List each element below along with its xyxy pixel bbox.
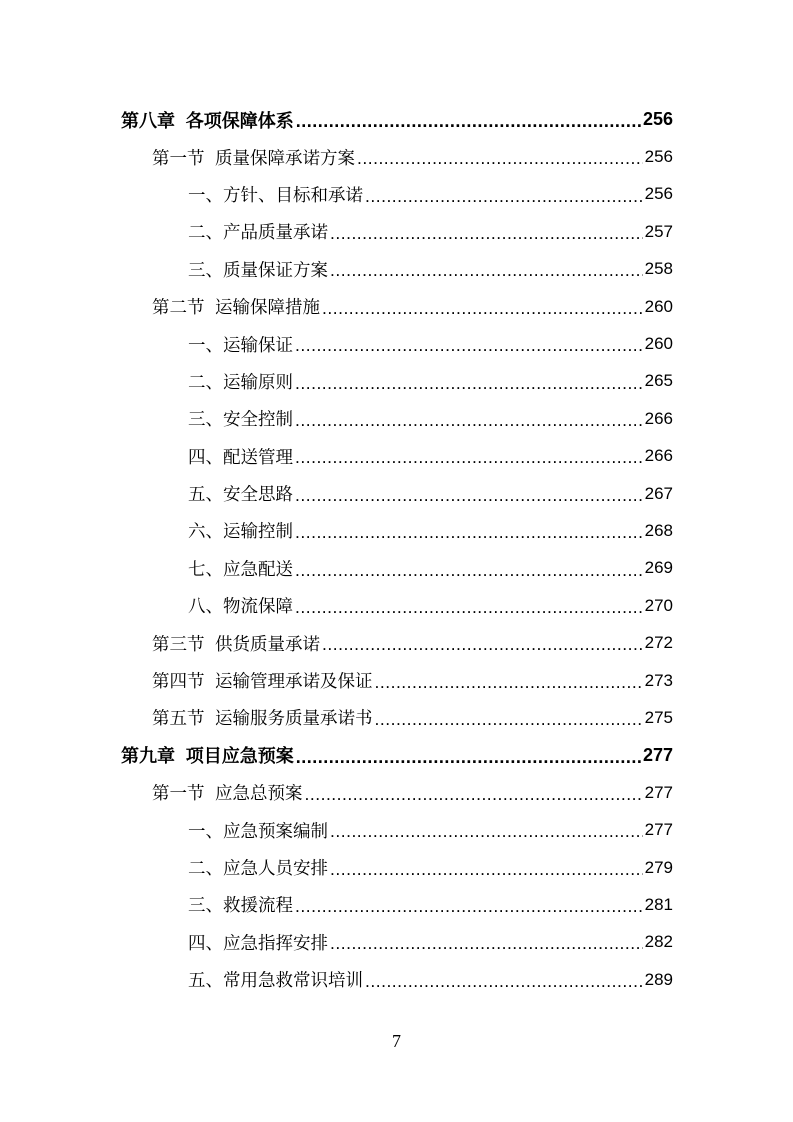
toc-entry-subsection[interactable] bbox=[0, 924, 793, 961]
toc-entry-label bbox=[188, 481, 293, 506]
toc-entry-title: 应急指挥安排 bbox=[223, 933, 328, 954]
toc-entry-prefix: 第二节 bbox=[152, 298, 205, 319]
toc-entry-title: 应急配送 bbox=[223, 559, 293, 580]
toc-entry-subsection[interactable] bbox=[0, 363, 793, 400]
toc-entry-title: 运输服务质量承诺书 bbox=[215, 709, 373, 730]
toc-entry-prefix: 第一节 bbox=[152, 784, 205, 805]
toc-entry-page: 256 bbox=[642, 109, 673, 130]
toc-leader-dots bbox=[365, 973, 643, 999]
toc-entry-label bbox=[188, 406, 293, 431]
toc-leader-dots bbox=[295, 487, 643, 513]
toc-entry-page: 289 bbox=[644, 969, 673, 989]
toc-entry-page: 258 bbox=[644, 259, 673, 279]
toc-entry-subsection[interactable] bbox=[0, 438, 793, 475]
toc-entry-title: 运输控制 bbox=[223, 522, 293, 543]
toc-entry-title: 运输保证 bbox=[223, 335, 293, 356]
toc-entry-label bbox=[152, 631, 320, 656]
toc-entry-chapter-8[interactable] bbox=[0, 101, 793, 138]
toc-entry-label bbox=[188, 332, 293, 357]
toc-entry-label bbox=[188, 930, 328, 955]
table-of-contents bbox=[0, 101, 793, 998]
toc-entry-subsection[interactable] bbox=[0, 325, 793, 362]
toc-entry-prefix: 第三节 bbox=[152, 634, 205, 655]
toc-entry-title: 运输原则 bbox=[223, 372, 293, 393]
toc-leader-dots bbox=[330, 861, 643, 887]
toc-leader-dots bbox=[295, 599, 643, 625]
toc-entry-label bbox=[188, 892, 293, 917]
toc-leader-dots bbox=[296, 112, 641, 138]
toc-entry-title: 安全控制 bbox=[223, 410, 293, 431]
toc-entry-section[interactable] bbox=[0, 662, 793, 699]
toc-entry-page: 257 bbox=[644, 221, 673, 241]
toc-entry-label bbox=[152, 780, 303, 805]
toc-entry-label bbox=[152, 294, 320, 319]
toc-entry-title: 质量保证方案 bbox=[223, 260, 328, 281]
toc-entry-label bbox=[188, 257, 328, 282]
toc-entry-label bbox=[188, 182, 363, 207]
toc-entry-title: 方针、目标和承诺 bbox=[223, 185, 363, 206]
toc-entry-title: 产品质量承诺 bbox=[223, 223, 328, 244]
toc-entry-label bbox=[152, 668, 373, 693]
toc-entry-title: 质量保障承诺方案 bbox=[215, 148, 355, 169]
toc-leader-dots bbox=[295, 524, 643, 550]
toc-leader-dots bbox=[330, 262, 643, 288]
toc-entry-prefix: 二、 bbox=[188, 372, 223, 393]
toc-entry-page: 277 bbox=[644, 782, 673, 802]
toc-entry-label bbox=[152, 705, 373, 730]
toc-entry-page: 260 bbox=[644, 296, 673, 316]
toc-entry-prefix: 二、 bbox=[188, 859, 223, 879]
toc-leader-dots bbox=[322, 300, 643, 326]
toc-entry-subsection[interactable] bbox=[0, 961, 793, 998]
toc-entry-label bbox=[121, 107, 294, 133]
toc-leader-dots bbox=[330, 935, 643, 961]
toc-entry-prefix: 七、 bbox=[188, 559, 223, 580]
toc-entry-page: 266 bbox=[644, 408, 673, 428]
toc-entry-page: 281 bbox=[644, 894, 673, 914]
toc-entry-page: 260 bbox=[644, 334, 673, 354]
toc-entry-subsection[interactable] bbox=[0, 251, 793, 288]
toc-entry-page: 269 bbox=[644, 558, 673, 578]
toc-entry-prefix: 一、 bbox=[188, 335, 223, 356]
toc-entry-title: 运输管理承诺及保证 bbox=[215, 672, 373, 693]
toc-entry-prefix: 五、 bbox=[188, 485, 223, 506]
toc-leader-dots bbox=[375, 711, 643, 737]
toc-leader-dots bbox=[375, 674, 643, 700]
toc-entry-subsection[interactable] bbox=[0, 550, 793, 587]
toc-entry-prefix: 第一节 bbox=[152, 148, 205, 169]
toc-entry-subsection[interactable] bbox=[0, 811, 793, 848]
toc-entry-title: 安全思路 bbox=[223, 485, 293, 506]
toc-entry-title: 配送管理 bbox=[223, 447, 293, 468]
toc-entry-label bbox=[188, 967, 363, 992]
toc-entry-page: 277 bbox=[642, 744, 673, 765]
toc-entry-page: 256 bbox=[644, 147, 673, 167]
toc-leader-dots bbox=[295, 337, 643, 363]
toc-entry-prefix: 四、 bbox=[188, 447, 223, 468]
toc-leader-dots bbox=[322, 636, 643, 662]
toc-entry-subsection[interactable] bbox=[0, 400, 793, 437]
toc-leader-dots bbox=[295, 449, 643, 475]
toc-entry-page: 270 bbox=[644, 595, 673, 615]
toc-entry-prefix: 三、 bbox=[188, 896, 223, 917]
toc-leader-dots bbox=[295, 375, 643, 401]
toc-entry-page: 282 bbox=[644, 932, 673, 952]
toc-entry-prefix: 第八章 bbox=[121, 110, 175, 132]
toc-entry-prefix: 三、 bbox=[188, 260, 223, 281]
toc-leader-dots bbox=[296, 748, 641, 774]
toc-leader-dots bbox=[305, 786, 643, 812]
toc-entry-prefix: 五、 bbox=[188, 971, 223, 992]
toc-entry-page: 266 bbox=[644, 446, 673, 466]
toc-entry-label bbox=[188, 444, 293, 469]
toc-entry-page: 277 bbox=[644, 820, 673, 840]
toc-entry-page: 272 bbox=[644, 633, 673, 653]
toc-entry-label bbox=[188, 593, 293, 618]
toc-entry-prefix: 第四节 bbox=[152, 672, 205, 693]
toc-entry-prefix: 四、 bbox=[188, 933, 223, 954]
toc-leader-dots bbox=[330, 225, 643, 251]
toc-entry-label bbox=[188, 818, 328, 843]
toc-entry-section[interactable] bbox=[0, 699, 793, 736]
toc-entry-subsection[interactable] bbox=[0, 886, 793, 923]
toc-leader-dots bbox=[330, 823, 643, 849]
toc-entry-title: 运输保障措施 bbox=[215, 298, 320, 319]
toc-entry-subsection[interactable] bbox=[0, 475, 793, 512]
toc-leader-dots bbox=[295, 412, 643, 438]
toc-entry-label bbox=[188, 518, 293, 543]
toc-entry-prefix: 三、 bbox=[188, 410, 223, 431]
toc-entry-label bbox=[188, 556, 293, 581]
toc-entry-prefix: 一、 bbox=[188, 821, 223, 842]
toc-entry-section[interactable] bbox=[0, 288, 793, 325]
toc-leader-dots bbox=[295, 898, 643, 924]
toc-entry-title: 常用急救常识培训 bbox=[223, 971, 363, 992]
toc-entry-page: 275 bbox=[644, 707, 673, 727]
toc-leader-dots bbox=[365, 188, 643, 214]
toc-entry-prefix: 第五节 bbox=[152, 709, 205, 730]
toc-entry-subsection[interactable] bbox=[0, 213, 793, 250]
toc-entry-page: 273 bbox=[644, 670, 673, 690]
toc-entry-label bbox=[152, 145, 355, 170]
toc-entry-subsection[interactable] bbox=[0, 849, 793, 886]
toc-entry-prefix: 一、 bbox=[188, 185, 223, 206]
toc-entry-section[interactable] bbox=[0, 624, 793, 661]
toc-entry-page: 268 bbox=[644, 520, 673, 540]
toc-entry-title: 各项保障体系 bbox=[185, 110, 294, 132]
toc-entry-label bbox=[188, 369, 293, 394]
toc-entry-page: 279 bbox=[644, 857, 673, 877]
toc-entry-page: 256 bbox=[644, 184, 673, 204]
toc-leader-dots bbox=[357, 150, 643, 176]
toc-entry-section[interactable] bbox=[0, 138, 793, 175]
toc-entry-page: 267 bbox=[644, 483, 673, 503]
toc-entry-title: 救援流程 bbox=[223, 896, 293, 917]
toc-entry-section[interactable] bbox=[0, 774, 793, 811]
page-number-footer: 7 bbox=[392, 1031, 401, 1051]
toc-entry-title: 物流保障 bbox=[223, 597, 293, 618]
toc-entry-subsection[interactable] bbox=[0, 176, 793, 213]
toc-entry-prefix: 八、 bbox=[188, 597, 223, 618]
toc-entry-prefix: 第九章 bbox=[121, 746, 175, 768]
toc-leader-dots bbox=[295, 562, 643, 588]
toc-entry-label bbox=[188, 855, 328, 880]
toc-entry-label bbox=[121, 742, 294, 768]
toc-entry-prefix: 六、 bbox=[188, 522, 223, 543]
toc-entry-title: 应急人员安排 bbox=[223, 859, 328, 879]
toc-entry-subsection[interactable] bbox=[0, 512, 793, 549]
toc-entry-subsection[interactable] bbox=[0, 587, 793, 624]
toc-entry-page: 265 bbox=[644, 371, 673, 391]
toc-entry-title: 应急预案编制 bbox=[223, 821, 328, 842]
toc-entry-title: 供货质量承诺 bbox=[215, 634, 320, 655]
toc-entry-label bbox=[188, 219, 328, 244]
toc-entry-chapter-9[interactable] bbox=[0, 737, 793, 774]
toc-entry-title: 项目应急预案 bbox=[185, 746, 294, 768]
toc-entry-prefix: 二、 bbox=[188, 223, 223, 244]
toc-entry-title: 应急总预案 bbox=[215, 784, 303, 805]
